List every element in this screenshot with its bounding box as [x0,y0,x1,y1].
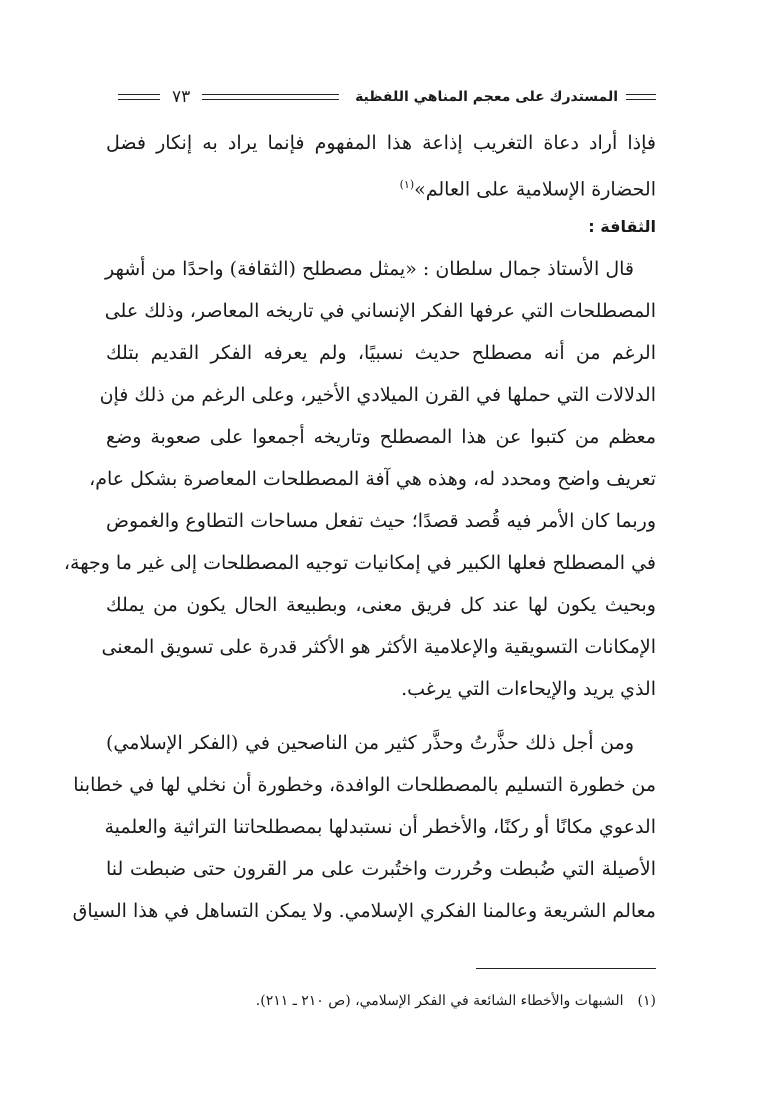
running-header [118,84,656,110]
body-line-2-text: الحضارة الإسلامية على العالم» [414,178,656,201]
header-rule-left [118,94,160,100]
body-line-3: قال الأستاذ جمال سلطان : «يمثل مصطلح (الثقافة) واحدًا من أشهر [105,258,634,280]
body-line-6: الدلالات التي حملها في القرن الميلادي الأخير، وعلى الرغم من ذلك فإن [99,384,656,406]
body-line-1: فإذا أراد دعاة التغريب إذاعة هذا المفهوم فإنما يراد به إنكار فضل [106,132,656,154]
body-line-8: تعريف واضح ومحدد له، وهذه هي آفة المصطلحات المعاصرة بشكل عام، [89,468,656,490]
footnote-number: (١) [637,993,656,1009]
page-number: ٧٣ [172,87,191,107]
body-line-10: في المصطلح فعلها الكبير في إمكانيات توجيه المصطلحات إلى غير ما وجهة، [63,552,656,574]
footnote-text: الشبهات والأخطاء الشائعة في الفكر الإسلامي، (ص ٢١٠ ـ ٢١١). [255,993,624,1009]
body-line-2 [106,170,656,204]
header-rule-right [626,94,656,100]
body-line-13: الذي يريد والإيحاءات التي يرغب. [401,678,656,700]
footnote-reference: (١) [399,178,415,191]
body-line-4: المصطلحات التي عرفها الفكر الإنساني في تاريخه المعاصر، وذلك على [104,300,656,322]
body-line-9: وربما كان الأمر فيه قُصد قصدًا؛ حيث تفعل مساحات التطاوع والغموض [106,510,656,532]
body-line-18: معالم الشريعة وعالمنا الفكري الإسلامي. ولا يمكن التساهل في هذا السياق [72,900,656,922]
section-heading: الثقافة : [588,217,656,236]
body-line-11: وبحيث يكون لها عند كل فريق معنى، وبطبيعة الحال يكون من يملك [106,594,656,616]
body-line-7: معظم من كتبوا عن هذا المصطلح وتاريخه أجمعوا على صعوبة وضع [106,426,656,448]
body-line-15: من خطورة التسليم بالمصطلحات الوافدة، وخطورة أن نخلي لها في خطابنا [73,774,656,796]
running-title: المستدرك على معجم المناهي اللفظية [355,89,618,105]
body-line-17: الأصيلة التي ضُبطت وحُررت واختُبرت على مر القرون حتى ضبطت لنا [106,858,656,880]
header-rule-middle [202,94,339,100]
body-line-12: الإمكانات التسويقية والإعلامية الأكثر هو الأكثر قدرة على تسويق المعنى [101,636,656,658]
footnote-separator [476,968,656,969]
body-line-16: الدعوي مكانًا أو ركنًا، والأخطر أن نستبدلها بمصطلحاتنا التراثية والعلمية [104,816,656,838]
footnote [230,990,656,1012]
body-line-14: ومن أجل ذلك حذَّرتُ وحذَّر كثير من الناصحين في (الفكر الإسلامي) [106,732,634,754]
body-line-5: الرغم من أنه مصطلح حديث نسبيًا، ولم يعرفه الفكر القديم بتلك [106,342,656,364]
